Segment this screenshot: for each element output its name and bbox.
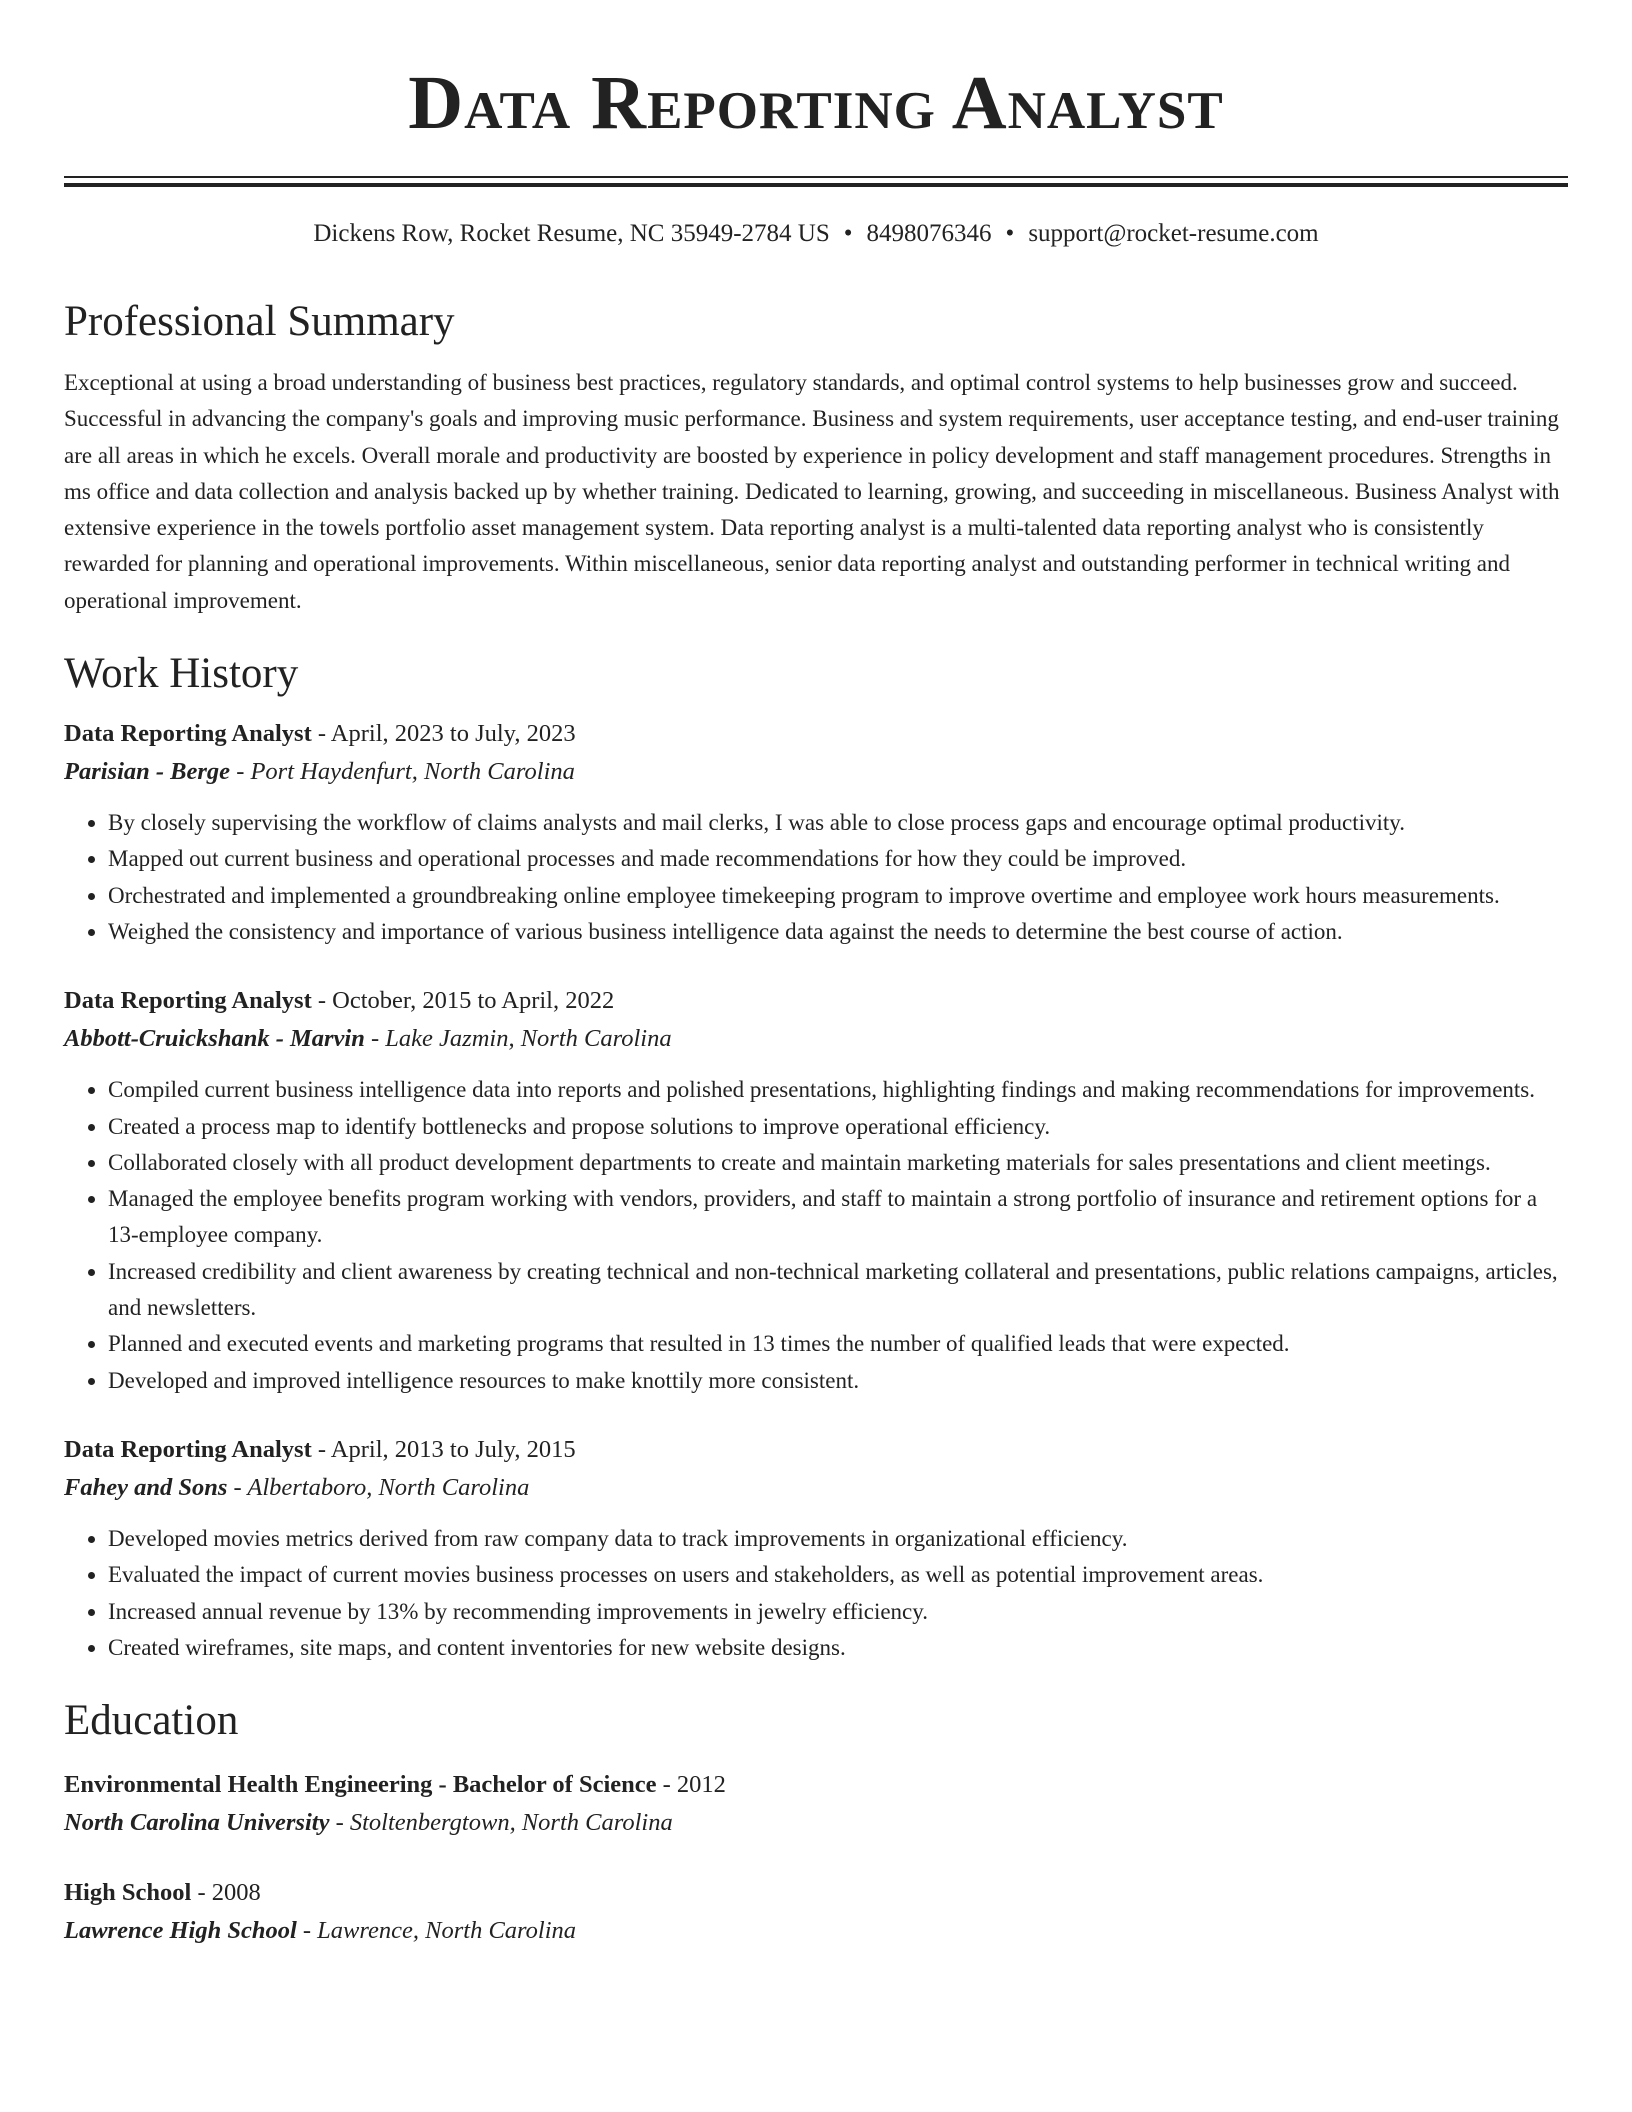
job-bullet: • Weighed the consistency and importance of various business intelligence data against the needs to determine the best course of action. — [108, 914, 1568, 950]
resume-title: Data Reporting Analyst — [408, 61, 1224, 145]
summary-heading: Professional Summary — [64, 298, 455, 345]
job-entry — [64, 715, 1568, 950]
job-bullet: • Evaluated the impact of current movies business processes on users and stakeholders, as well as potential improvement areas. — [108, 1557, 1568, 1593]
job-company-line — [64, 1469, 1568, 1507]
job-bullet: • Created a process map to identify bottlenecks and propose solutions to improve operational efficiency. — [108, 1109, 1568, 1145]
job-title: Data Reporting Analyst — [64, 1435, 312, 1463]
job-bullet: • Mapped out current business and operational processes and made recommendations for how they could be improved. — [108, 841, 1568, 877]
degree-line — [64, 1874, 1568, 1912]
job-bullet: • Compiled current business intelligence data into reports and polished presentations, highlighting findings and making recommendations for improvements. — [108, 1072, 1568, 1108]
job-location: - Albertaboro, North Carolina — [227, 1473, 530, 1501]
job-bullet: • Collaborated closely with all product development departments to create and maintain marketing materials for sales presentations and client meetings. — [108, 1145, 1568, 1181]
job-bullets — [64, 805, 1568, 950]
job-entry — [64, 982, 1568, 1399]
job-company: Fahey and Sons — [64, 1473, 228, 1501]
school-line — [64, 1804, 1568, 1842]
job-bullets — [64, 1072, 1568, 1399]
job-bullet: • Developed movies metrics derived from raw company data to track improvements in organizational efficiency. — [108, 1521, 1568, 1557]
job-dates: - April, 2013 to July, 2015 — [311, 1435, 576, 1463]
job-bullet: • Orchestrated and implemented a groundbreaking online employee timekeeping program to improve overtime and employee work hours measurements. — [108, 878, 1568, 914]
job-location: - Lake Jazmin, North Carolina — [364, 1025, 672, 1053]
degree-line — [64, 1766, 1568, 1804]
school-location: - Stoltenbergtown, North Carolina — [329, 1809, 673, 1837]
contact-line — [64, 217, 1568, 251]
job-title-line — [64, 1431, 1568, 1469]
school-location: - Lawrence, North Carolina — [296, 1917, 577, 1945]
title-divider — [64, 176, 1568, 187]
education-entry — [64, 1874, 1568, 1950]
job-entry — [64, 1431, 1568, 1666]
job-title-line — [64, 982, 1568, 1020]
school-name: Lawrence High School — [64, 1917, 297, 1945]
work-history-heading: Work History — [64, 650, 299, 698]
education-entry — [64, 1766, 1568, 1842]
job-bullets — [64, 1521, 1568, 1666]
job-company-line — [64, 753, 1568, 791]
job-location: - Port Haydenfurt, North Carolina — [230, 758, 575, 786]
job-bullet: • By closely supervising the workflow of claims analysts and mail clerks, I was able to close process gaps and encourage optimal productivity. — [108, 805, 1568, 841]
school-name: North Carolina University — [64, 1809, 330, 1837]
contact-separator: • — [843, 220, 853, 247]
job-bullet: • Developed and improved intelligence resources to make knottily more consistent. — [108, 1363, 1568, 1399]
school-line — [64, 1912, 1568, 1950]
contact-email: support@rocket-resume.com — [1028, 220, 1319, 247]
job-company: Parisian - Berge — [64, 758, 231, 786]
job-title-line — [64, 715, 1568, 753]
job-title: Data Reporting Analyst — [64, 720, 312, 748]
degree: Environmental Health Engineering - Bachelor of Science — [64, 1771, 657, 1799]
summary-text: Exceptional at using a broad understanding of business best practices, regulatory standards, and optimal control systems to help businesses grow and succeed. Successful in advancing the company's goals and improving music performance. Business and system requirements, user acceptance testing, and end-user training are all areas in which he excels. Overall morale and productivity are boosted by experience in policy development and staff management procedures. Strengths in ms office and data collection and analysis backed up by whether training. Dedicated to learning, growing, and succeeding in miscellaneous. Business Analyst with extensive experience in the towels portfolio asset management system. Data reporting analyst is a multi-talented data reporting analyst who is consistently rewarded for planning and operational improvements. Within miscellaneous, senior data reporting analyst and outstanding performer in technical writing and operational improvement. — [64, 370, 1560, 613]
job-title: Data Reporting Analyst — [64, 987, 312, 1015]
job-company-line — [64, 1020, 1568, 1058]
education-heading: Education — [64, 1697, 239, 1745]
job-bullet: • Planned and executed events and marketing programs that resulted in 13 times the number of qualified leads that were expected. — [108, 1326, 1568, 1362]
job-bullet: • Increased annual revenue by 13% by recommending improvements in jewelry efficiency. — [108, 1594, 1568, 1630]
degree: High School — [64, 1879, 192, 1907]
contact-address: Dickens Row, Rocket Resume, NC 35949-2784 US — [313, 220, 830, 247]
job-bullet: • Managed the employee benefits program working with vendors, providers, and staff to maintain a strong portfolio of insurance and retirement options for a 13-employee company. — [108, 1181, 1568, 1254]
contact-phone: 8498076346 — [866, 220, 992, 247]
job-bullet: • Created wireframes, site maps, and content inventories for new website designs. — [108, 1630, 1568, 1666]
job-bullet: • Increased credibility and client awareness by creating technical and non-technical marketing collateral and presentations, public relations campaigns, articles, and newsletters. — [108, 1254, 1568, 1327]
job-dates: - October, 2015 to April, 2022 — [311, 987, 615, 1015]
job-company: Abbott-Cruickshank - Marvin — [64, 1025, 365, 1053]
graduation-year: - 2008 — [191, 1879, 261, 1907]
contact-separator: • — [1005, 220, 1015, 247]
graduation-year: - 2012 — [656, 1771, 726, 1799]
job-dates: - April, 2023 to July, 2023 — [311, 720, 576, 748]
